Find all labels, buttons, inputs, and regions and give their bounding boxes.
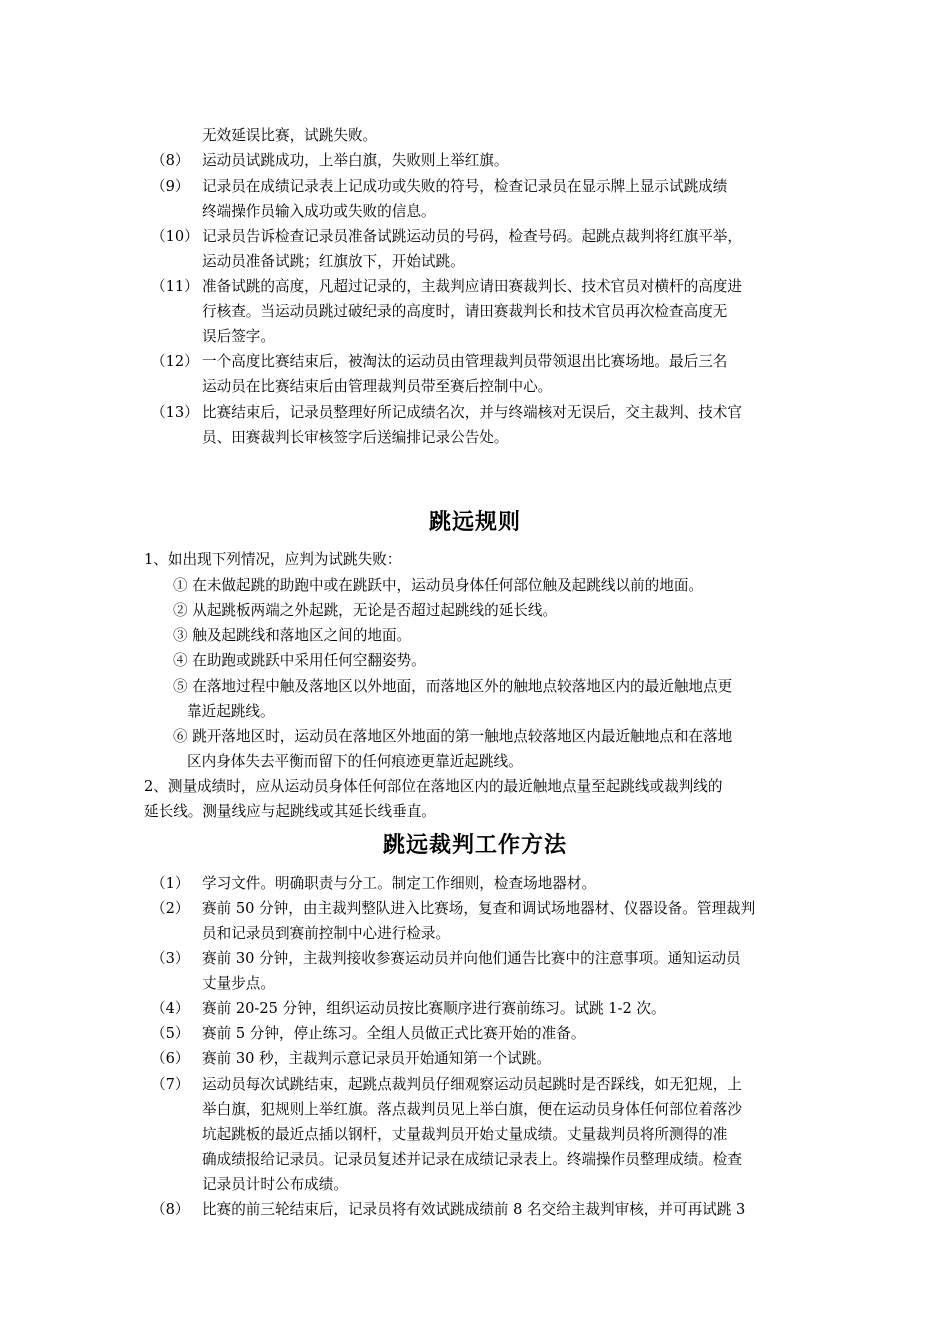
list-item-number: （3） [151,950,190,967]
list-item-number: （8） [151,152,190,169]
list-item-number: （6） [151,1050,190,1067]
list-item-line: 比赛结束后，记录员整理好所记成绩名次，并与终端核对无误后，交主裁判、技术官 [202,404,742,421]
list-item-line: 运动员试跳成功，上举白旗，失败则上举红旗。 [202,152,509,169]
list-item-line: 误后签字。 [202,328,275,345]
list-item-number: （2） [151,900,190,917]
rule-sub-item: ③ 触及起跳线和落地区之间的地面。 [173,627,412,644]
list-item-number: （5） [151,1025,190,1042]
rule-sub-item: 靠近起跳线。 [187,703,275,720]
rule-sub-item: ⑤ 在落地过程中触及落地区以外地面，而落地区外的触地点较落地区内的最近触地点更 [173,678,733,695]
list-item-line: 比赛的前三轮结束后，记录员将有效试跳成绩前 8 名交给主裁判审核，并可再试跳 3 [202,1201,746,1218]
list-item-line: 员、田赛裁判长审核签字后送编排记录公告处。 [202,429,509,446]
list-item-line: 准备试跳的高度，凡超过记录的，主裁判应请田赛裁判长、技术官员对横杆的高度进 [202,278,742,295]
list-item-line: 终端操作员输入成功或失败的信息。 [202,203,436,220]
rule-paragraph: 1、如出现下列情况，应判为试跳失败： [144,551,402,568]
list-item-line: 赛前 50 分钟，由主裁判整队进入比赛场，复查和调试场地器材、仪器设备。管理裁判 [202,900,756,917]
list-item-line: 运动员准备试跳；红旗放下，开始试跳。 [202,253,465,270]
list-item-number: （11） [151,278,199,295]
rule-sub-item: ④ 在助跑或跳跃中采用任何空翻姿势。 [173,652,426,669]
list-item-line: 丈量步点。 [202,975,275,992]
list-item-line: 赛前 5 分钟，停止练习。全组人员做正式比赛开始的准备。 [202,1025,586,1042]
rule-sub-item: ⑥ 跳开落地区时，运动员在落地区外地面的第一触地点较落地区内最近触地点和在落地 [173,728,733,745]
list-item-line: 举白旗，犯规则上举红旗。落点裁判员见上举白旗，便在运动员身体任何部位着落沙 [202,1101,742,1118]
list-item-number: （8） [151,1201,190,1218]
list-item-line: 学习文件。明确职责与分工。制定工作细则，检查场地器材。 [202,875,597,892]
rule-paragraph: 延长线。测量线应与起跳线或其延长线垂直。 [144,803,436,820]
rule-sub-item: ② 从起跳板两端之外起跳，无论是否超过起跳线的延长线。 [173,602,558,619]
list-item-line: 赛前 30 分钟，主裁判接收参赛运动员并向他们通告比赛中的注意事项。通知运动员 [202,950,741,967]
list-item-line: 行核查。当运动员跳过破纪录的高度时，请田赛裁判长和技术官员再次检查高度无 [202,303,728,320]
list-item-line: 无效延误比赛，试跳失败。 [202,127,378,144]
list-item-line: 记录员计时公布成绩。 [202,1176,348,1193]
rule-paragraph: 2、测量成绩时，应从运动员身体任何部位在落地区内的最近触地点量至起跳线或裁判线的 [144,778,723,795]
list-item-line: 坑起跳板的最近点插以钢杆，丈量裁判员开始丈量成绩。丈量裁判员将所测得的准 [202,1126,728,1143]
list-item-number: （9） [151,178,190,195]
list-item-line: 一个高度比赛结束后，被淘汰的运动员由管理裁判员带领退出比赛场地。最后三名 [202,353,728,370]
list-item-line: 赛前 20-25 分钟，组织运动员按比赛顺序进行赛前练习。试跳 1-2 次。 [202,1000,666,1017]
list-item-line: 记录员告诉检查记录员准备试跳运动员的号码，检查号码。起跳点裁判将红旗平举， [202,228,742,245]
list-item-number: （4） [151,1000,190,1017]
rule-sub-item: ① 在未做起跳的助跑中或在跳跃中，运动员身体任何部位触及起跳线以前的地面。 [173,577,704,594]
list-item-number: （13） [151,404,199,421]
list-item-number: （1） [151,875,190,892]
list-item-line: 运动员在比赛结束后由管理裁判员带至赛后控制中心。 [202,378,553,395]
list-item-line: 运动员每次试跳结束，起跳点裁判员仔细观察运动员起跳时是否踩线，如无犯规，上 [202,1076,742,1093]
section-heading-rules: 跳远规则 [428,510,521,535]
list-item-line: 记录员在成绩记录表上记成功或失败的符号，检查记录员在显示牌上显示试跳成绩 [202,178,728,195]
list-item-number: （10） [151,228,199,245]
list-item-line: 赛前 30 秒，主裁判示意记录员开始通知第一个试跳。 [202,1050,551,1067]
rule-sub-item: 区内身体失去平衡而留下的任何痕迹更靠近起跳线。 [187,753,523,770]
list-item-line: 确成绩报给记录员。记录员复述并记录在成绩记录表上。终端操作员整理成绩。检查 [202,1151,742,1168]
list-item-number: （7） [151,1076,190,1093]
section-heading-method: 跳远裁判工作方法 [382,833,567,858]
list-item-number: （12） [151,353,199,370]
list-item-line: 员和记录员到赛前控制中心进行检录。 [202,925,451,942]
